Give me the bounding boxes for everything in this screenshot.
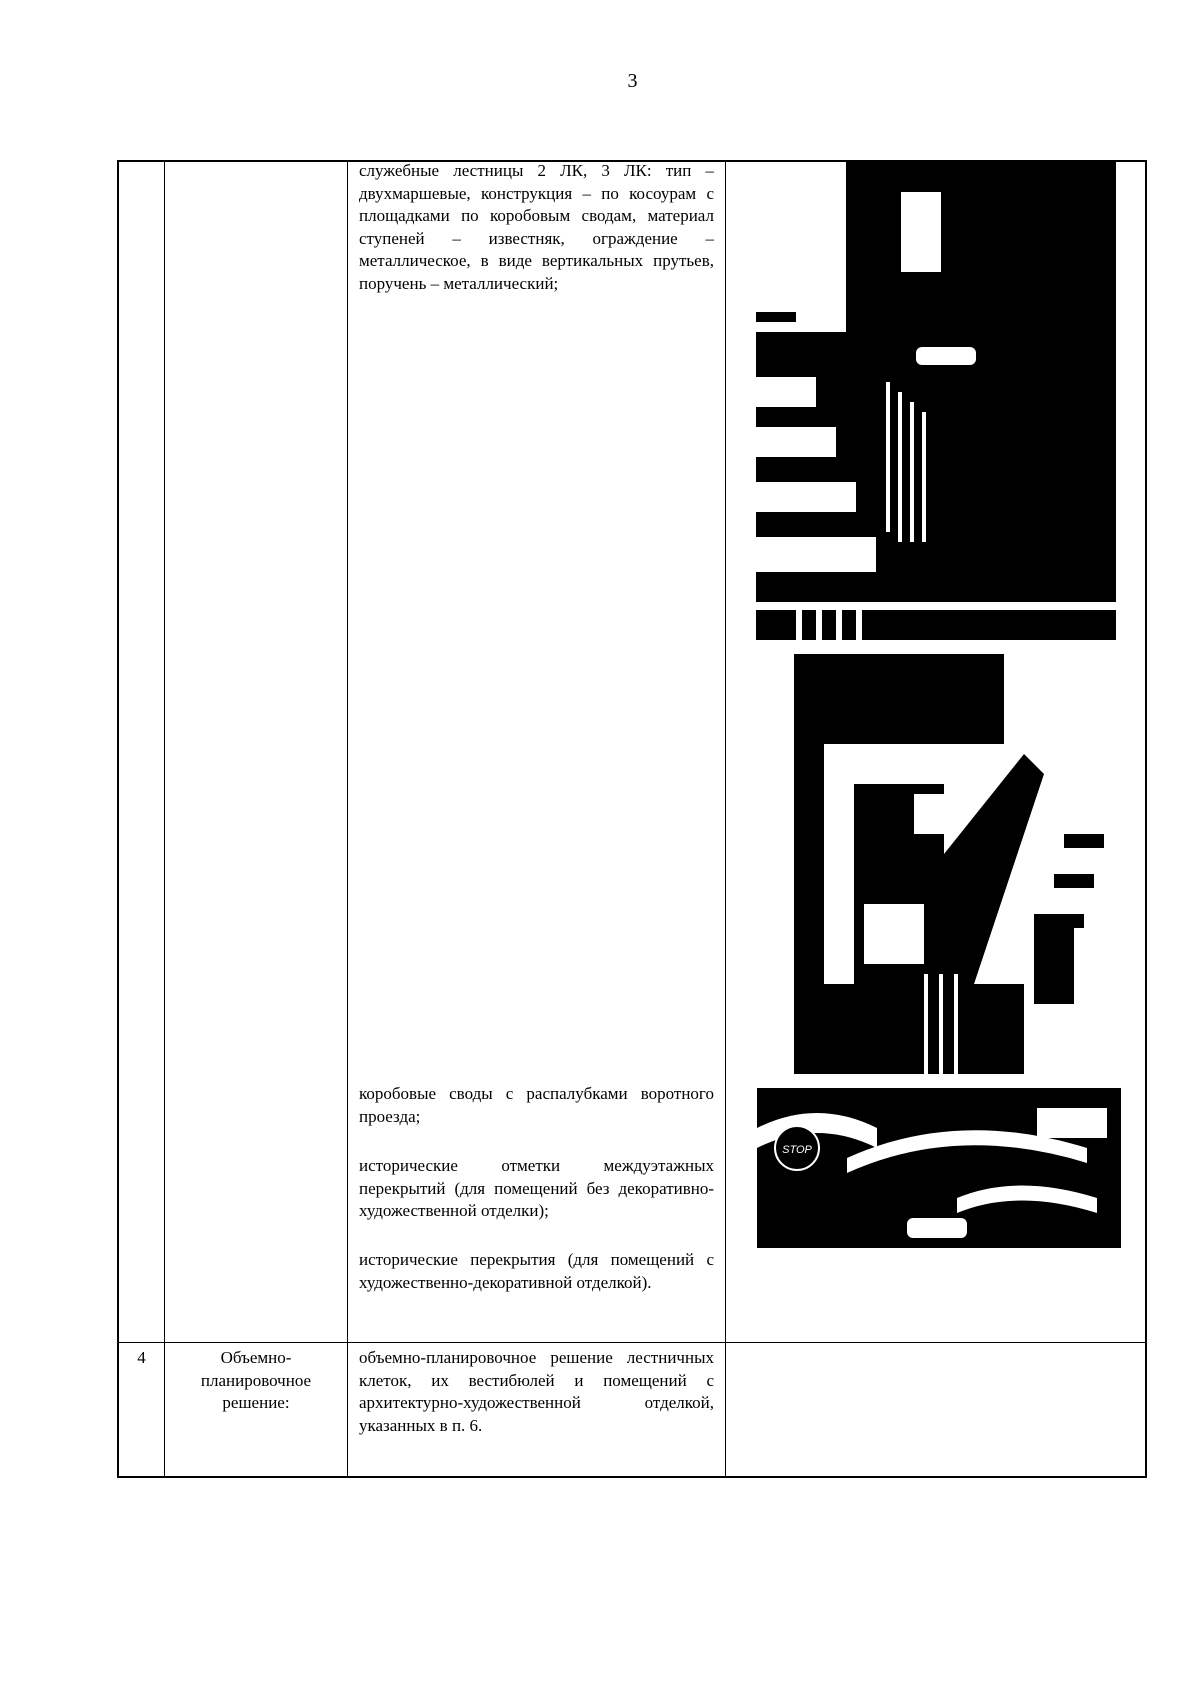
row4-label-line-1: Объемно- (220, 1348, 292, 1367)
document-table (117, 160, 1147, 1478)
staircase-photo-2-image (794, 654, 1122, 1074)
row4-description: объемно-планировочное решение лестничных клеток, их вестибюлей и помещений с архитектурно-художественной отделкой, указанных в п. 6. (359, 1348, 714, 1435)
row3-paragraph-floors: исторические перекрытия (для помещений с художественно-декоративной отделкой). (359, 1250, 714, 1292)
row4-number: 4 (137, 1348, 146, 1367)
row3-paragraph-vaults: коробовые своды с распалубками воротного проезда; (359, 1084, 714, 1126)
page-number: 3 (627, 70, 638, 92)
staircase-photo-2 (794, 654, 1122, 1074)
stop-sign-text: STOP (782, 1144, 812, 1156)
row3-paragraph-floor-marks: исторические отметки междуэтажных перекрытий (для помещений без декоративно-художественной отделки); (359, 1156, 714, 1220)
row4-label-line-3: решение: (222, 1393, 290, 1412)
row3-paragraph-stairs: служебные лестницы 2 ЛК, 3 ЛК: тип – двухмаршевые, конструкция – по косоурам с площадками по коробовым сводам, материал ступеней – известняк, ограждение – металлическое, в виде вертикальных прутьев, поручень – металлический; (359, 161, 714, 293)
row4-label (165, 1347, 347, 1415)
row4-label-line-2: планировочное (200, 1370, 312, 1390)
vault-photo (757, 1088, 1121, 1248)
vault-photo-image (757, 1088, 1121, 1248)
staircase-photo-1-image (756, 162, 1120, 640)
staircase-photo-1 (756, 162, 1120, 640)
